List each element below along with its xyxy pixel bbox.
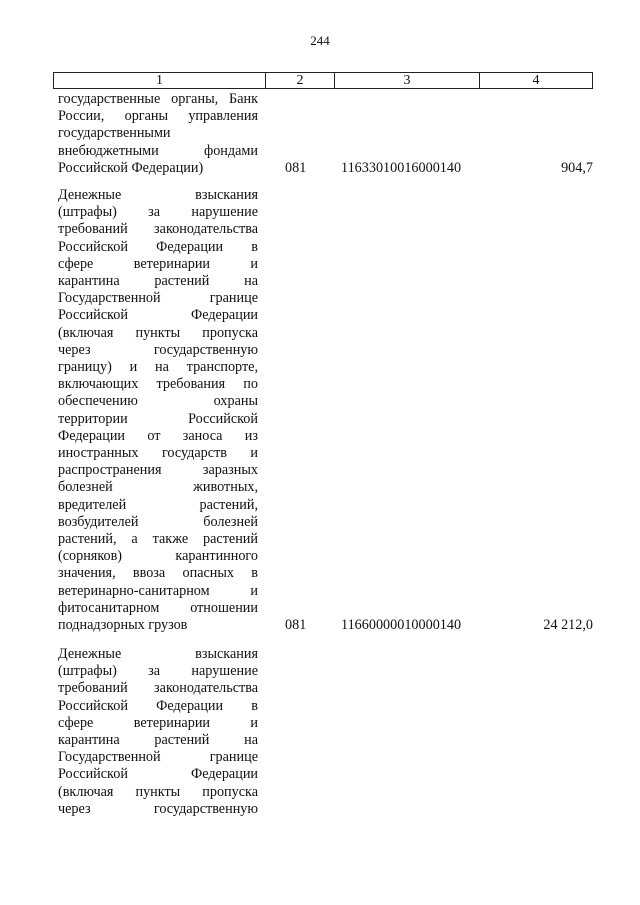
description-line: растений, а также растений [58,531,258,548]
description-line: внебюджетными фондами [58,142,258,159]
description-line: болезней животных, [58,479,258,496]
description-line: через государственную [58,341,258,358]
description-line: Денежные взыскания [58,187,258,203]
description-line: Денежные взыскания [58,646,258,662]
description-line: вредителей растений, [58,496,258,513]
amount-value: 24 212,0 [543,617,593,633]
row-description [58,187,258,634]
description-line: (штрафы) за нарушение [58,663,258,680]
description-line: Государственной границе [58,290,258,307]
description-line: требований законодательства [58,221,258,238]
description-line: (штрафы) за нарушение [58,204,258,221]
description-line: поднадзорных грузов [58,617,188,634]
row-description [58,646,258,818]
description-line: границу) и на транспорте, [58,359,258,376]
description-line: (включая пункты пропуска [58,783,258,800]
column-header-3: 3 [335,73,480,88]
amount-value: 904,7 [561,159,593,176]
table-row [58,187,593,634]
description-line: фитосанитарном отношении [58,599,258,616]
description-line: Российской Федерации [58,766,258,783]
description-line: иностранных государств и [58,445,258,462]
description-line: государственными [58,125,171,142]
table-header-row [53,72,593,89]
description-line: государственные органы, Банк [58,91,258,107]
column-header-4: 4 [532,73,540,88]
description-line: Российской Федерации [58,307,258,324]
description-line: (сорняков) карантинного [58,548,258,565]
description-line: сфере ветеринарии и [58,714,258,731]
row-description [58,91,258,177]
description-line: распространения заразных [58,462,258,479]
description-line: включающих требования по [58,376,258,393]
description-line: России, органы управления [58,108,258,125]
column-header-1: 1 [54,73,266,88]
table-row [58,91,593,177]
page-number: 244 [310,33,330,48]
description-line: Российской Федерации в [58,238,258,255]
kbk-code: 11660000010000140 [341,617,462,633]
description-line: через государственную [58,800,258,817]
description-line: Российской Федерации) [58,159,204,176]
description-line: Государственной границе [58,749,258,766]
kbk-code: 11633010016000140 [341,159,462,176]
description-line: требований законодательства [58,680,258,697]
admin-code: 081 [285,159,307,176]
description-line: карантина растений на [58,732,258,749]
description-line: сфере ветеринарии и [58,255,258,272]
description-line: обеспечению охраны [58,393,258,410]
description-line: территории Российской [58,410,258,427]
description-line: Федерации от заноса из [58,427,258,444]
description-line: значения, ввоза опасных в [58,565,258,582]
description-line: ветеринарно-санитарном и [58,582,258,599]
description-line: Российской Федерации в [58,697,258,714]
admin-code: 081 [285,617,307,633]
description-line: возбудителей болезней [58,513,258,530]
description-line: карантина растений на [58,273,258,290]
description-line: (включая пункты пропуска [58,324,258,341]
column-header-2: 2 [266,73,335,88]
table-row [58,646,593,818]
